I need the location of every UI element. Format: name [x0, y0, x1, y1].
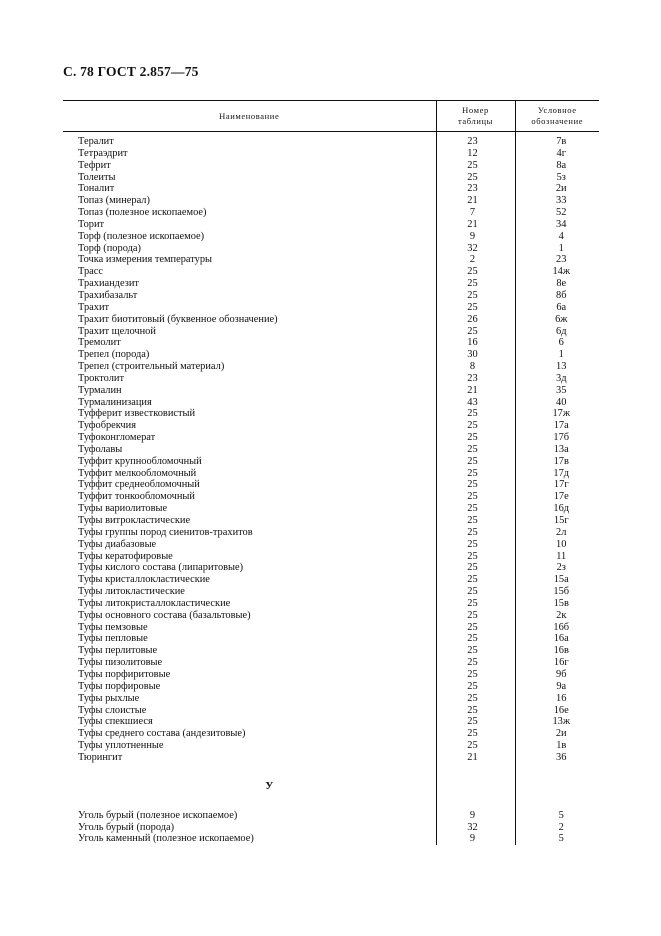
entry-symbol: 15а	[515, 574, 599, 586]
table-row	[63, 728, 599, 740]
entry-name: Туфы кристаллокластические	[78, 574, 210, 586]
table-row	[63, 456, 599, 468]
entry-name: Точка измерения температуры	[78, 254, 213, 266]
entry-symbol: 17б	[515, 432, 599, 444]
entry-name: Туфы группы пород сиенитов-трахитов	[78, 526, 253, 538]
table-row	[63, 314, 599, 326]
column-header-symbol-line1: Условное	[537, 105, 577, 115]
entry-symbol: 7в	[515, 132, 599, 148]
entry-name: Туфы кислого состава (липаритовые)	[78, 562, 244, 574]
table-row	[63, 645, 599, 657]
entry-table-number: 25	[436, 503, 515, 515]
entry-name: Туфы литокластические	[78, 586, 185, 598]
entry-table-number: 23	[436, 373, 515, 385]
table-row	[63, 822, 599, 834]
table-row	[63, 183, 599, 195]
entry-name: Трепел (строительный материал)	[78, 361, 225, 373]
entry-table-number: 25	[436, 527, 515, 539]
entry-table-number: 9	[436, 810, 515, 822]
column-header-symbol	[515, 101, 599, 132]
entry-symbol: 34	[515, 219, 599, 231]
section-letter-spacer	[436, 764, 515, 810]
section-letter-row	[63, 764, 599, 810]
entry-symbol: 35	[515, 385, 599, 397]
table-row	[63, 740, 599, 752]
entry-symbol: 4г	[515, 148, 599, 160]
entry-name: Туфы витрокластические	[78, 515, 191, 526]
entry-symbol: 8е	[515, 278, 599, 290]
entry-name: Торф (полезное ископаемое)	[78, 230, 205, 242]
entry-name: Туфы пепловые	[78, 633, 148, 645]
entry-name: Уголь бурый (полезное ископаемое)	[78, 809, 238, 821]
entry-name: Туффит крупнообломочный	[78, 455, 202, 467]
entry-name: Турмалинизация	[78, 396, 152, 408]
entry-symbol: 6	[515, 337, 599, 349]
entry-name: Туфы порфировые	[78, 680, 161, 692]
entry-name: Туфолавы	[78, 443, 123, 455]
table-row	[63, 669, 599, 681]
entry-table-number: 25	[436, 645, 515, 657]
entry-name: Тералит	[78, 136, 114, 147]
table-body	[63, 132, 599, 846]
entry-symbol: 13	[515, 361, 599, 373]
entry-symbol: 11	[515, 551, 599, 563]
entry-table-number: 32	[436, 822, 515, 834]
entry-symbol: 17г	[515, 479, 599, 491]
entry-name: Трасс	[78, 266, 103, 278]
entry-name: Туффит мелкообломочный	[78, 467, 197, 479]
entry-symbol: 13ж	[515, 716, 599, 728]
entry-table-number: 25	[436, 444, 515, 456]
table-row	[63, 160, 599, 172]
entry-symbol: 15г	[515, 515, 599, 527]
entry-symbol: 10	[515, 539, 599, 551]
section-letter-cell	[63, 764, 436, 810]
table-row	[63, 326, 599, 338]
table-row	[63, 254, 599, 266]
entry-name: Трахит щелочной	[78, 325, 156, 337]
entry-symbol: 1	[515, 349, 599, 361]
entry-name: Туфы диабазовые	[78, 538, 157, 550]
entry-name: Тоналит	[78, 183, 115, 195]
entry-symbol: 6д	[515, 326, 599, 338]
table-row	[63, 432, 599, 444]
entry-table-number: 25	[436, 539, 515, 551]
entry-table-number: 21	[436, 752, 515, 764]
table-row	[63, 231, 599, 243]
entry-name: Уголь каменный (полезное ископаемое)	[78, 833, 254, 845]
table-row	[63, 752, 599, 764]
entry-symbol: 6ж	[515, 314, 599, 326]
entry-table-number: 8	[436, 361, 515, 373]
table-row	[63, 551, 599, 563]
section-letter-spacer	[515, 764, 599, 810]
entry-name: Туфы перлитовые	[78, 645, 158, 657]
entry-table-number: 43	[436, 397, 515, 409]
table-row	[63, 408, 599, 420]
entry-symbol: 16а	[515, 633, 599, 645]
entry-symbol: 9б	[515, 669, 599, 681]
entry-name: Туфы рыхлые	[78, 692, 140, 704]
entry-symbol: 1в	[515, 740, 599, 752]
entry-symbol: 5	[515, 833, 599, 845]
table-row	[63, 132, 599, 148]
table-row	[63, 539, 599, 551]
entry-table-number: 25	[436, 716, 515, 728]
entry-symbol: 23	[515, 254, 599, 266]
entry-name: Туфоконгломерат	[78, 432, 156, 444]
entry-table-number: 2	[436, 254, 515, 266]
entry-name: Туфы пизолитовые	[78, 657, 163, 669]
entry-table-number: 25	[436, 302, 515, 314]
entry-symbol: 5з	[515, 172, 599, 184]
entry-symbol: 2л	[515, 527, 599, 539]
entry-symbol: 8а	[515, 160, 599, 172]
table-row	[63, 633, 599, 645]
table-row	[63, 527, 599, 539]
entry-symbol: 15в	[515, 598, 599, 610]
symbols-table	[63, 100, 599, 845]
entry-name: Туфы уплотненные	[78, 740, 164, 752]
entry-symbol: 2з	[515, 562, 599, 574]
entry-symbol: 8б	[515, 290, 599, 302]
entry-name: Туфы основного состава (базальтовые)	[78, 609, 251, 621]
table-row	[63, 468, 599, 480]
table-row	[63, 810, 599, 822]
entry-table-number: 30	[436, 349, 515, 361]
entry-table-number: 25	[436, 432, 515, 444]
entry-table-number: 21	[436, 195, 515, 207]
entry-symbol: 2и	[515, 183, 599, 195]
table-row	[63, 172, 599, 184]
table-row	[63, 562, 599, 574]
table-row	[63, 705, 599, 717]
entry-symbol: 17а	[515, 420, 599, 432]
entry-name: Трахибазальт	[78, 289, 138, 301]
entry-table-number: 25	[436, 491, 515, 503]
entry-table-number: 12	[436, 148, 515, 160]
entry-symbol: 16	[515, 693, 599, 705]
table-row	[63, 361, 599, 373]
entry-symbol: 9а	[515, 681, 599, 693]
entry-name: Туфы порфиритовые	[78, 668, 171, 680]
entry-table-number: 25	[436, 610, 515, 622]
entry-name: Тефрит	[78, 159, 111, 171]
table-row	[63, 207, 599, 219]
entry-name: Трепел (порода)	[78, 349, 150, 361]
table-row	[63, 598, 599, 610]
entry-symbol: 17в	[515, 456, 599, 468]
entry-name: Трахит биотитовый (буквенное обозначение)	[78, 313, 278, 325]
entry-table-number: 25	[436, 562, 515, 574]
entry-table-number: 25	[436, 515, 515, 527]
table-row	[63, 503, 599, 515]
entry-name: Турмалин	[78, 384, 122, 396]
table-row	[63, 373, 599, 385]
table-row	[63, 420, 599, 432]
entry-name: Троктолит	[78, 372, 125, 384]
table-row	[63, 574, 599, 586]
entry-table-number: 25	[436, 456, 515, 468]
entry-name: Туфобрекчия	[78, 420, 136, 432]
entry-table-number: 21	[436, 385, 515, 397]
table-row	[63, 290, 599, 302]
entry-table-number: 25	[436, 420, 515, 432]
table-row	[63, 266, 599, 278]
table-row	[63, 444, 599, 456]
table-row	[63, 349, 599, 361]
entry-table-number: 25	[436, 278, 515, 290]
column-header-symbol-line2: обозначение	[531, 116, 584, 126]
table-row	[63, 681, 599, 693]
entry-name: Туфы спекшиеся	[78, 716, 153, 728]
entry-table-number: 7	[436, 207, 515, 219]
entry-symbol: 13а	[515, 444, 599, 456]
entry-symbol: 2и	[515, 728, 599, 740]
entry-table-number: 25	[436, 586, 515, 598]
entry-name: Туфы кератофировые	[78, 550, 173, 562]
entry-name: Туфы слоистые	[78, 704, 147, 716]
entry-symbol: 16е	[515, 705, 599, 717]
entry-name: Туфы пемзовые	[78, 621, 148, 633]
table-row	[63, 622, 599, 634]
entry-name: Топаз (минерал)	[78, 195, 150, 207]
column-header-name: Наименование	[63, 101, 436, 132]
entry-name: Туфы вариолитовые	[78, 503, 168, 515]
entry-table-number: 26	[436, 314, 515, 326]
entry-table-number: 25	[436, 728, 515, 740]
entry-table-number: 25	[436, 408, 515, 420]
entry-name: Трахиандезит	[78, 278, 139, 290]
entry-name: Туффит среднеобломочный	[78, 479, 200, 491]
table-row	[63, 302, 599, 314]
entry-symbol: 16д	[515, 503, 599, 515]
entry-name: Торит	[78, 218, 105, 230]
table-row	[63, 243, 599, 255]
table-row	[63, 693, 599, 705]
entry-symbol: 16б	[515, 622, 599, 634]
table-header-row	[63, 101, 599, 132]
table-row	[63, 515, 599, 527]
entry-symbol: 6а	[515, 302, 599, 314]
entry-table-number: 25	[436, 160, 515, 172]
table-row	[63, 657, 599, 669]
column-header-number-line1: Номер	[462, 105, 489, 115]
section-letter: У	[265, 779, 274, 792]
entry-name: Туфы среднего состава (андезитовые)	[78, 728, 246, 740]
entry-table-number: 25	[436, 574, 515, 586]
entry-symbol: 36	[515, 752, 599, 764]
entry-table-number: 9	[436, 833, 515, 845]
entry-symbol: 2	[515, 822, 599, 834]
entry-table-number: 9	[436, 231, 515, 243]
entry-name: Уголь бурый (порода)	[78, 821, 175, 833]
entry-symbol: 17ж	[515, 408, 599, 420]
table-row	[63, 219, 599, 231]
entry-table-number: 25	[436, 468, 515, 480]
entry-symbol: 5	[515, 810, 599, 822]
entry-table-number: 25	[436, 740, 515, 752]
entry-name: Толеиты	[78, 171, 116, 183]
entry-name: Тремолит	[78, 337, 121, 349]
entry-table-number: 25	[436, 693, 515, 705]
table-row	[63, 479, 599, 491]
entry-table-number: 32	[436, 243, 515, 255]
entry-symbol: 14ж	[515, 266, 599, 278]
table-row	[63, 491, 599, 503]
entry-table-number: 25	[436, 633, 515, 645]
entry-name: Тетраэдрит	[78, 147, 128, 159]
entry-symbol: 40	[515, 397, 599, 409]
entry-symbol: 33	[515, 195, 599, 207]
column-header-number-line2: таблицы	[458, 116, 493, 126]
entry-table-number: 25	[436, 172, 515, 184]
entry-symbol: 15б	[515, 586, 599, 598]
entry-table-number: 21	[436, 219, 515, 231]
entry-name: Топаз (полезное ископаемое)	[78, 207, 207, 219]
table-row	[63, 833, 599, 845]
entry-name: Туфферит известковистый	[78, 408, 196, 420]
table-row	[63, 716, 599, 728]
entry-symbol: 16г	[515, 657, 599, 669]
entry-symbol: 4	[515, 231, 599, 243]
table-row	[63, 610, 599, 622]
table-row	[63, 586, 599, 598]
entry-name: Трахит	[78, 301, 110, 313]
entry-name: Туфы литокристаллокластические	[78, 597, 231, 609]
entry-table-number: 16	[436, 337, 515, 349]
entry-name: Торф (порода)	[78, 242, 141, 254]
table-row	[63, 148, 599, 160]
entry-table-number: 23	[436, 132, 515, 148]
entry-symbol: 52	[515, 207, 599, 219]
entry-table-number: 25	[436, 657, 515, 669]
entry-symbol: 1	[515, 243, 599, 255]
entry-table-number: 25	[436, 326, 515, 338]
entry-table-number: 25	[436, 669, 515, 681]
entry-symbol: 17е	[515, 491, 599, 503]
entry-table-number: 25	[436, 598, 515, 610]
entry-symbol: 2к	[515, 610, 599, 622]
entry-table-number: 25	[436, 266, 515, 278]
entry-table-number: 25	[436, 622, 515, 634]
table-row	[63, 337, 599, 349]
entry-table-number: 25	[436, 681, 515, 693]
column-header-table-number	[436, 101, 515, 132]
table-row	[63, 397, 599, 409]
table-row	[63, 195, 599, 207]
entry-table-number: 25	[436, 290, 515, 302]
entry-symbol: 16в	[515, 645, 599, 657]
table-row	[63, 385, 599, 397]
entry-symbol: 17д	[515, 468, 599, 480]
entry-name: Туффит тонкообломочный	[78, 491, 195, 503]
page-header: С. 78 ГОСТ 2.857—75	[63, 64, 199, 79]
entry-table-number: 25	[436, 479, 515, 491]
entry-symbol: 3д	[515, 373, 599, 385]
table-row	[63, 278, 599, 290]
entry-name: Тюрингит	[78, 751, 123, 763]
entry-table-number: 25	[436, 551, 515, 563]
entry-table-number: 25	[436, 705, 515, 717]
entry-table-number: 23	[436, 183, 515, 195]
